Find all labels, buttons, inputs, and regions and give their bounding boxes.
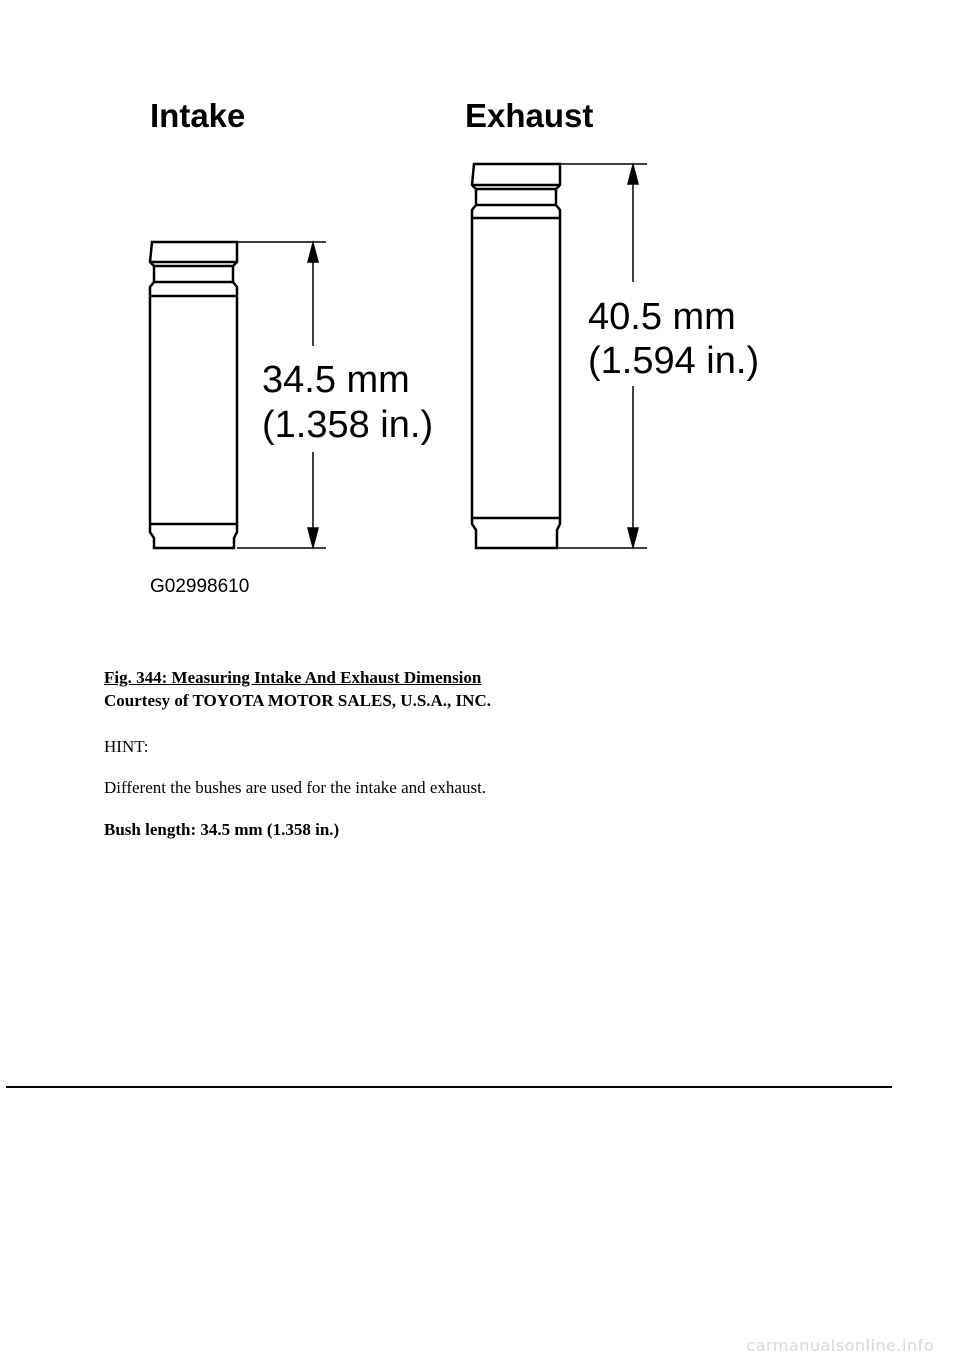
page-divider [6,1086,892,1088]
intake-bush-drawing [150,242,237,548]
intake-dimension-mm: 34.5 mm [262,359,410,401]
figure-caption-courtesy: Courtesy of TOYOTA MOTOR SALES, U.S.A., INC. [104,691,491,710]
intake-heading: Intake [150,97,246,134]
intake-dimension-in: (1.358 in.) [262,404,434,446]
site-watermark: carmanualsonline.info [746,1336,934,1355]
exhaust-heading: Exhaust [465,97,594,134]
exhaust-dimension-mm: 40.5 mm [588,296,736,338]
bush-length-spec: Bush length: 34.5 mm (1.358 in.) [104,820,340,839]
figure-caption-title[interactable]: Fig. 344: Measuring Intake And Exhaust Dimension [104,668,482,687]
figure-code: G02998610 [150,576,250,597]
exhaust-bush-drawing [472,164,560,548]
hint-label: HINT: [104,737,149,756]
hint-text: Different the bushes are used for the intake and exhaust. [104,778,487,797]
exhaust-dimension-in: (1.594 in.) [588,340,760,382]
bush-length-figure [100,80,820,620]
